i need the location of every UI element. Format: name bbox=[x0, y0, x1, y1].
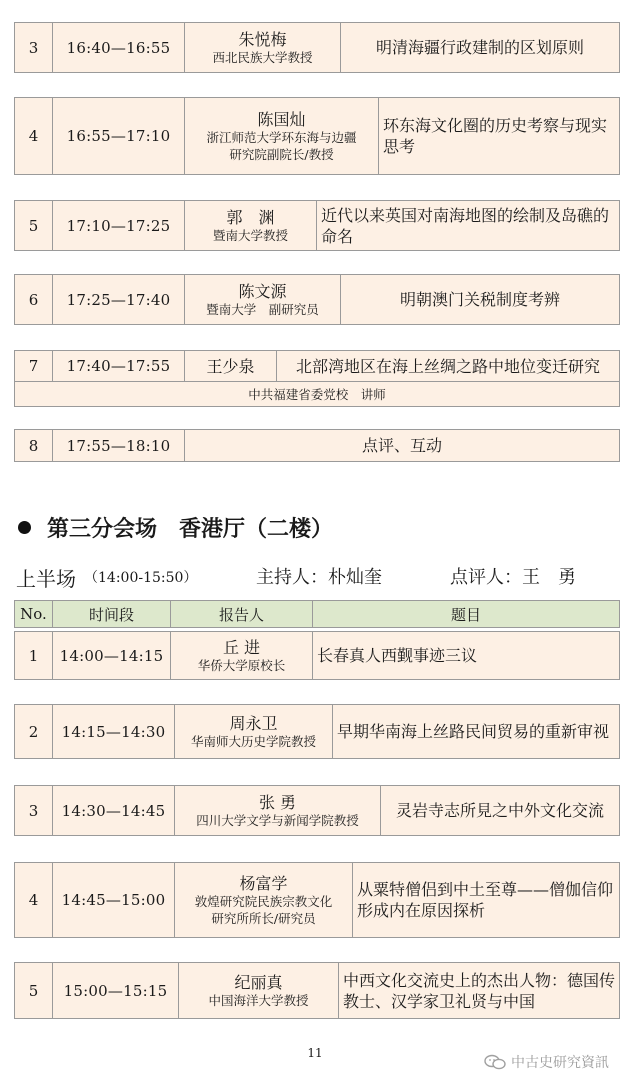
speaker-cell bbox=[171, 632, 313, 679]
row-number: 1 bbox=[15, 632, 53, 679]
header-speaker: 报告人 bbox=[171, 601, 313, 627]
header-time: 时间段 bbox=[53, 601, 171, 627]
schedule-row bbox=[14, 962, 620, 1019]
schedule-row bbox=[14, 785, 620, 836]
speaker-affiliation: 研究所所长/研究员 bbox=[211, 910, 316, 926]
speaker-affiliation: 敦煌研究院民族宗教文化 bbox=[194, 893, 333, 909]
table-header bbox=[14, 600, 620, 628]
row-number: 5 bbox=[15, 201, 53, 250]
session-info bbox=[16, 563, 636, 591]
row-number: 3 bbox=[15, 786, 53, 835]
schedule-row bbox=[14, 862, 620, 938]
speaker-name: 朱悦梅 bbox=[238, 29, 287, 49]
topic-title: 近代以来英国对南海地图的绘制及岛礁的命名 bbox=[321, 205, 610, 246]
row-number: 5 bbox=[15, 963, 53, 1018]
speaker-affiliation: 中共福建省委党校 讲师 bbox=[248, 387, 386, 402]
speaker-cell bbox=[185, 23, 341, 72]
row-number: 4 bbox=[15, 863, 53, 937]
time-slot: 16:55—17:10 bbox=[53, 98, 185, 174]
watermark bbox=[484, 1052, 609, 1072]
topic-title: 中西文化交流史上的杰出人物：德国传教士、汉学家卫礼贤与中国 bbox=[343, 970, 616, 1011]
time-slot: 16:40—16:55 bbox=[53, 23, 185, 72]
speaker-cell bbox=[185, 98, 379, 174]
speaker-cell bbox=[185, 275, 341, 324]
session-host: 主持人：朴灿奎 bbox=[256, 567, 382, 588]
speaker-cell bbox=[175, 786, 381, 835]
row-number: 2 bbox=[15, 705, 53, 758]
speaker-name: 陈文源 bbox=[238, 281, 287, 301]
topic-title: 明朝澳门关税制度考辨 bbox=[399, 290, 560, 309]
speaker-cell bbox=[179, 963, 339, 1018]
section-title bbox=[18, 512, 333, 543]
speaker-name: 郭 渊 bbox=[226, 207, 275, 227]
row-number: 6 bbox=[15, 275, 53, 324]
page-number: 11 bbox=[307, 1046, 323, 1060]
section-title-text: 第三分会场 香港厅（二楼） bbox=[47, 516, 334, 542]
speaker-name: 张 勇 bbox=[258, 792, 297, 812]
bullet-icon bbox=[18, 521, 31, 534]
header-no: No. bbox=[15, 601, 53, 627]
session-half: 上半场 bbox=[16, 567, 76, 591]
schedule-row bbox=[14, 704, 620, 759]
speaker-name: 纪丽真 bbox=[234, 972, 283, 992]
topic-title: 灵岩寺志所見之中外文化交流 bbox=[395, 801, 604, 820]
time-slot: 14:45—15:00 bbox=[53, 863, 175, 937]
speaker-cell bbox=[185, 201, 317, 250]
header-topic: 题目 bbox=[450, 605, 481, 624]
speaker-affiliation: 暨南大学教授 bbox=[212, 227, 288, 243]
speaker-affiliation: 浙江师范大学环东海与边疆 bbox=[206, 129, 357, 145]
speaker-affiliation: 中国海洋大学教授 bbox=[208, 992, 309, 1008]
schedule-row bbox=[14, 631, 620, 680]
watermark-text: 中古史研究資訊 bbox=[511, 1055, 609, 1071]
row-number: 7 bbox=[15, 351, 53, 381]
speaker-affiliation: 研究院副院长/教授 bbox=[229, 146, 334, 162]
speaker-cell bbox=[185, 351, 277, 381]
topic-title: 环东海文化圈的历史考察与现实思考 bbox=[383, 116, 608, 156]
row-number: 3 bbox=[15, 23, 53, 72]
schedule-row bbox=[14, 200, 620, 251]
speaker-name: 陈国灿 bbox=[257, 109, 306, 129]
time-slot: 14:30—14:45 bbox=[53, 786, 175, 835]
schedule-row bbox=[14, 274, 620, 325]
time-slot: 17:55—18:10 bbox=[53, 430, 185, 461]
speaker-name: 丘 进 bbox=[222, 637, 261, 657]
speaker-affiliation: 暨南大学 副研究员 bbox=[206, 301, 319, 317]
speaker-cell bbox=[175, 863, 353, 937]
speaker-name: 杨富学 bbox=[239, 873, 288, 893]
schedule-row bbox=[14, 350, 620, 407]
time-slot: 14:15—14:30 bbox=[53, 705, 175, 758]
schedule-row bbox=[14, 429, 620, 462]
schedule-row bbox=[14, 22, 620, 73]
speaker-affiliation: 华侨大学原校长 bbox=[197, 657, 286, 673]
topic-title: 点评、互动 bbox=[361, 436, 442, 455]
time-slot: 14:00—14:15 bbox=[53, 632, 171, 679]
topic-title: 早期华南海上丝路民间贸易的重新审视 bbox=[337, 722, 610, 741]
speaker-affiliation: 西北民族大学教授 bbox=[212, 49, 313, 65]
speaker-affiliation: 四川大学文学与新闻学院教授 bbox=[196, 812, 359, 828]
schedule-row bbox=[14, 97, 620, 175]
time-slot: 15:00—15:15 bbox=[53, 963, 179, 1018]
speaker-name: 周永卫 bbox=[229, 713, 278, 733]
speaker-affiliation: 华南师大历史学院教授 bbox=[190, 733, 316, 749]
session-time: （14:00-15:50） bbox=[84, 570, 198, 586]
time-slot: 17:40—17:55 bbox=[53, 351, 185, 381]
topic-title: 明清海疆行政建制的区划原则 bbox=[375, 38, 584, 57]
topic-title: 北部湾地区在海上丝绸之路中地位变迁研究 bbox=[295, 356, 600, 376]
wechat-icon bbox=[484, 1054, 506, 1070]
row-number: 8 bbox=[15, 430, 53, 461]
time-slot: 17:25—17:40 bbox=[53, 275, 185, 324]
topic-title: 从粟特僧侣到中土至尊——僧伽信仰形成内在原因探析 bbox=[357, 880, 614, 920]
speaker-cell bbox=[175, 705, 333, 758]
speaker-name: 王少泉 bbox=[206, 356, 255, 376]
row-number: 4 bbox=[15, 98, 53, 174]
topic-title: 长春真人西觐事迹三议 bbox=[317, 646, 478, 665]
session-reviewer: 点评人：王 勇 bbox=[450, 567, 576, 588]
time-slot: 17:10—17:25 bbox=[53, 201, 185, 250]
